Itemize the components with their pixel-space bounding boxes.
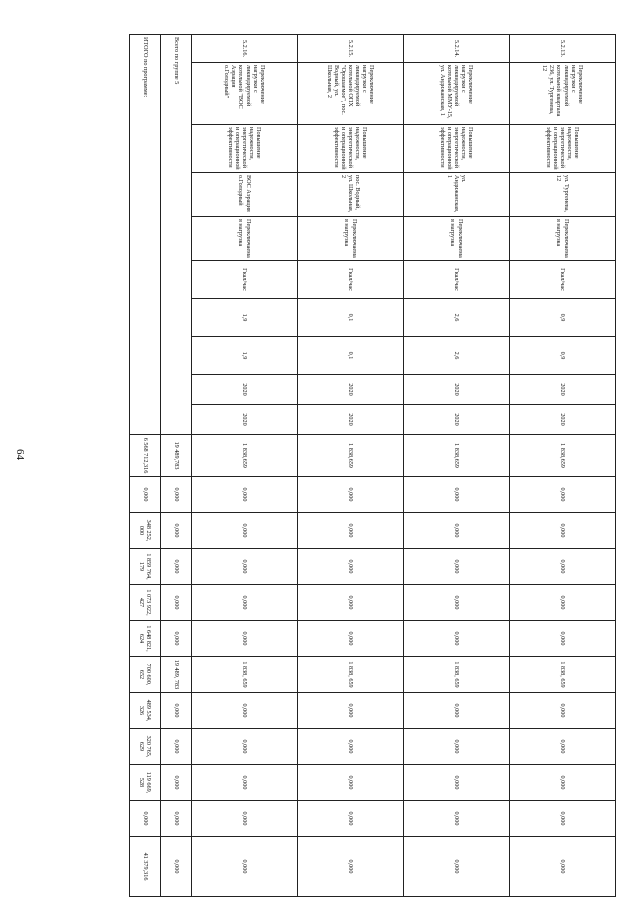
cost-cell: 0,000 <box>298 513 404 549</box>
year-start: 2020 <box>298 375 404 405</box>
project-location: ул. Тургенева, 12 <box>510 173 616 217</box>
project-goal: Повышение надежности, энергетической и операционной эффективности <box>510 125 616 173</box>
investment-program-table <box>129 34 616 897</box>
cost-cell: 0,000 <box>404 765 510 801</box>
cost-cell: 0,000 <box>298 477 404 513</box>
row-number: 5.2.16. <box>192 35 298 63</box>
cost-cell: 0,000 <box>298 693 404 729</box>
program-total-cost: 6 568 712,316 <box>130 435 161 477</box>
unit: Гкал/час <box>510 261 616 299</box>
cost-cell: 0,000 <box>161 837 192 897</box>
group-total-label: Всего по группе 5 <box>161 35 192 435</box>
row-number: 5.2.14. <box>404 35 510 63</box>
cost-cell: 0,000 <box>510 585 616 621</box>
cost-cell: 0,000 <box>192 801 298 837</box>
value-after: 1,9 <box>192 337 298 375</box>
year-start: 2020 <box>192 375 298 405</box>
cost-cell: 0,000 <box>404 729 510 765</box>
cost-cell: 41 379,316 <box>130 837 161 897</box>
cost-cell: 0,000 <box>298 621 404 657</box>
project-name: Переключение нагрузки с ликвидируемой котельной квартала 236, ул. Тургенева, 12 <box>510 63 616 125</box>
value-before: 1,9 <box>192 299 298 337</box>
cost-cell: 0,000 <box>404 801 510 837</box>
value-before: 0,1 <box>298 299 404 337</box>
total-cost: 1 838,659 <box>404 435 510 477</box>
cost-cell: 0,000 <box>161 585 192 621</box>
unit: Гкал/час <box>298 261 404 299</box>
table-row <box>298 35 404 897</box>
cost-cell: 0,000 <box>192 729 298 765</box>
cost-cell: 0,000 <box>510 513 616 549</box>
cost-cell: 1 838, 659 <box>510 657 616 693</box>
cost-cell: 1 648 821, 624 <box>130 621 161 657</box>
cost-cell: 0,000 <box>192 477 298 513</box>
unit: Гкал/час <box>404 261 510 299</box>
cost-cell: 0,000 <box>404 477 510 513</box>
cost-cell: 0,000 <box>298 837 404 897</box>
cost-cell: 0,000 <box>161 693 192 729</box>
year-end: 2020 <box>298 405 404 435</box>
cost-cell: 0,000 <box>161 549 192 585</box>
cost-cell: 19 489, 783 <box>161 657 192 693</box>
cost-cell: 0,000 <box>404 513 510 549</box>
parameter-name: Переключаемая нагрузка <box>192 217 298 261</box>
cost-cell: 0,000 <box>161 513 192 549</box>
page-number: 64 <box>14 449 26 460</box>
cost-cell: 0,000 <box>192 513 298 549</box>
project-goal: Повышение надежности, энергетической и операционной эффективности <box>192 125 298 173</box>
parameter-name: Переключаемая нагрузка <box>510 217 616 261</box>
cost-cell: 0,000 <box>404 621 510 657</box>
cost-cell: 0,000 <box>192 765 298 801</box>
total-cost: 1 838,659 <box>192 435 298 477</box>
cost-cell: 0,000 <box>510 729 616 765</box>
year-start: 2020 <box>510 375 616 405</box>
cost-cell: 0,000 <box>510 621 616 657</box>
total-cost: 1 838,659 <box>510 435 616 477</box>
row-number: 5.2.15. <box>298 35 404 63</box>
year-start: 2020 <box>404 375 510 405</box>
unit: Гкал/час <box>192 261 298 299</box>
parameter-name: Переключаемая нагрузка <box>404 217 510 261</box>
cost-cell: 1 838, 659 <box>298 657 404 693</box>
cost-cell: 348 252, 000 <box>130 513 161 549</box>
cost-cell: 0,000 <box>510 549 616 585</box>
year-end: 2020 <box>510 405 616 435</box>
cost-cell: 0,000 <box>161 477 192 513</box>
cost-cell: 0,000 <box>510 693 616 729</box>
cost-cell: 0,000 <box>404 837 510 897</box>
cost-cell: 0,000 <box>510 765 616 801</box>
project-location: пос. Водный, ул. Школьная, 2 <box>298 173 404 217</box>
value-before: 2,6 <box>404 299 510 337</box>
cost-cell: 0,000 <box>192 549 298 585</box>
value-after: 0,9 <box>510 337 616 375</box>
cost-cell: 1 859 764, 179 <box>130 549 161 585</box>
rotated-table-frame <box>51 34 616 890</box>
cost-cell: 1 073 922, 427 <box>130 585 161 621</box>
cost-cell: 0,000 <box>404 585 510 621</box>
project-goal: Повышение надежности, энергетической и операционной эффективности <box>298 125 404 173</box>
cost-cell: 0,000 <box>510 801 616 837</box>
cost-cell: 0,000 <box>192 585 298 621</box>
cost-cell: 0,000 <box>298 801 404 837</box>
cost-cell: 0,000 <box>130 801 161 837</box>
cost-cell: 0,000 <box>161 801 192 837</box>
cost-cell: 0,000 <box>161 729 192 765</box>
parameter-name: Переключаемая нагрузка <box>298 217 404 261</box>
year-end: 2020 <box>192 405 298 435</box>
cost-cell: 119 669, 528 <box>130 765 161 801</box>
cost-cell: 0,000 <box>161 765 192 801</box>
year-end: 2020 <box>404 405 510 435</box>
row-number: 5.2.13. <box>510 35 616 63</box>
cost-cell: 0,000 <box>130 477 161 513</box>
cost-cell: 0,000 <box>192 621 298 657</box>
project-name: Переключение нагрузки с ликвидируемой котельной ММУ-15, ул. Андижанская, 1 <box>404 63 510 125</box>
cost-cell: 0,000 <box>298 585 404 621</box>
cost-cell: 320 765, 629 <box>130 729 161 765</box>
group-total-row <box>161 35 192 897</box>
cost-cell: 489 534, 326 <box>130 693 161 729</box>
cost-cell: 1 838, 659 <box>192 657 298 693</box>
table-row <box>510 35 616 897</box>
value-after: 0,1 <box>298 337 404 375</box>
cost-cell: 0,000 <box>298 765 404 801</box>
group-total-cost: 19 489,783 <box>161 435 192 477</box>
project-goal: Повышение надежности, энергетической и операционной эффективности <box>404 125 510 173</box>
project-name: Переключение нагрузки с ликвидируемой котельной ОПХ "Орошаемое", пос. Водный, ул. Школьная, 2 <box>298 63 404 125</box>
cost-cell: 0,000 <box>192 837 298 897</box>
cost-cell: 0,000 <box>192 693 298 729</box>
program-total-label: ИТОГО по программе: <box>130 35 161 435</box>
cost-cell: 0,000 <box>161 621 192 657</box>
total-cost: 1 838,659 <box>298 435 404 477</box>
table-row <box>192 35 298 897</box>
project-name: Переключение нагрузки с ликвидируемой котельной "ВОС Аэрация о.Голодный" <box>192 63 298 125</box>
cost-cell: 0,000 <box>510 477 616 513</box>
value-before: 0,9 <box>510 299 616 337</box>
table-row <box>404 35 510 897</box>
cost-cell: 1 838, 659 <box>404 657 510 693</box>
program-total-row <box>130 35 161 897</box>
project-location: ВОС Аэрация о.Голодный <box>192 173 298 217</box>
cost-cell: 0,000 <box>404 549 510 585</box>
cost-cell: 700 600, 652 <box>130 657 161 693</box>
cost-cell: 0,000 <box>404 693 510 729</box>
cost-cell: 0,000 <box>298 549 404 585</box>
value-after: 2,6 <box>404 337 510 375</box>
cost-cell: 0,000 <box>298 729 404 765</box>
cost-cell: 0,000 <box>510 837 616 897</box>
project-location: ул. Андижанская, 1 <box>404 173 510 217</box>
